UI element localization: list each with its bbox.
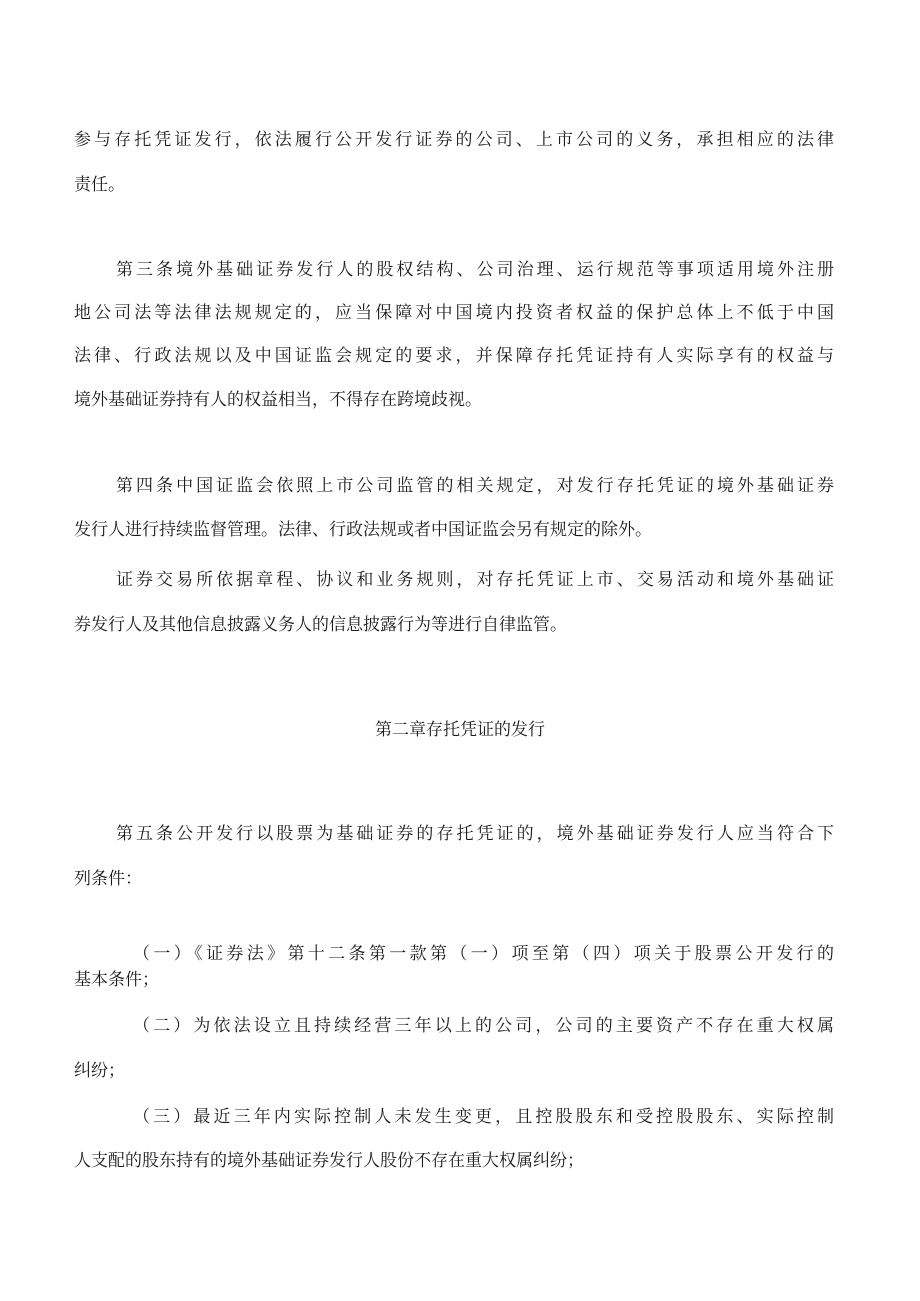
text-line: 参与存托凭证发行，依法履行公开发行证券的公司、上市公司的义务，承担相应的法律 [74, 130, 834, 150]
text-line: 第四条中国证监会依照上市公司监管的相关规定，对发行存托凭证的境外基础证券 [116, 476, 834, 496]
text-line: 券发行人及其他信息披露义务人的信息披露行为等进行自律监管。 [74, 615, 567, 635]
text-line: 基本条件； [74, 970, 159, 990]
text-line: 责任。 [74, 175, 125, 195]
text-line: 纠纷； [74, 1061, 125, 1081]
text-line: （二）为依法设立且持续经营三年以上的公司，公司的主要资产不存在重大权属 [133, 1016, 834, 1036]
text-line: 第三条境外基础证券发行人的股权结构、公司治理、运行规范等事项适用境外注册 [116, 260, 834, 280]
text-line: 发行人进行持续监督管理。法律、行政法规或者中国证监会另有规定的除外。 [74, 520, 652, 540]
text-line: 地公司法等法律法规规定的，应当保障对中国境内投资者权益的保护总体上不低于中国 [74, 303, 834, 323]
chapter-title: 第二章存托凭证的发行 [375, 720, 545, 740]
text-line: 列条件： [74, 869, 142, 889]
text-line: 证券交易所依据章程、协议和业务规则，对存托凭证上市、交易活动和境外基础证 [116, 570, 834, 590]
text-line: 人支配的股东持有的境外基础证券发行人股份不存在重大权属纠纷； [74, 1151, 584, 1171]
text-line: 境外基础证券持有人的权益相当，不得存在跨境歧视。 [74, 390, 482, 410]
text-line: 法律、行政法规以及中国证监会规定的要求，并保障存托凭证持有人实际享有的权益与 [74, 346, 834, 366]
text-line: （三）最近三年内实际控制人未发生变更，且控股股东和受控股股东、实际控制 [133, 1107, 834, 1127]
text-line: （一）《证券法》第十二条第一款第（一）项至第（四）项关于股票公开发行的 [133, 944, 834, 964]
text-line: 第五条公开发行以股票为基础证券的存托凭证的，境外基础证券发行人应当符合下 [116, 824, 834, 844]
